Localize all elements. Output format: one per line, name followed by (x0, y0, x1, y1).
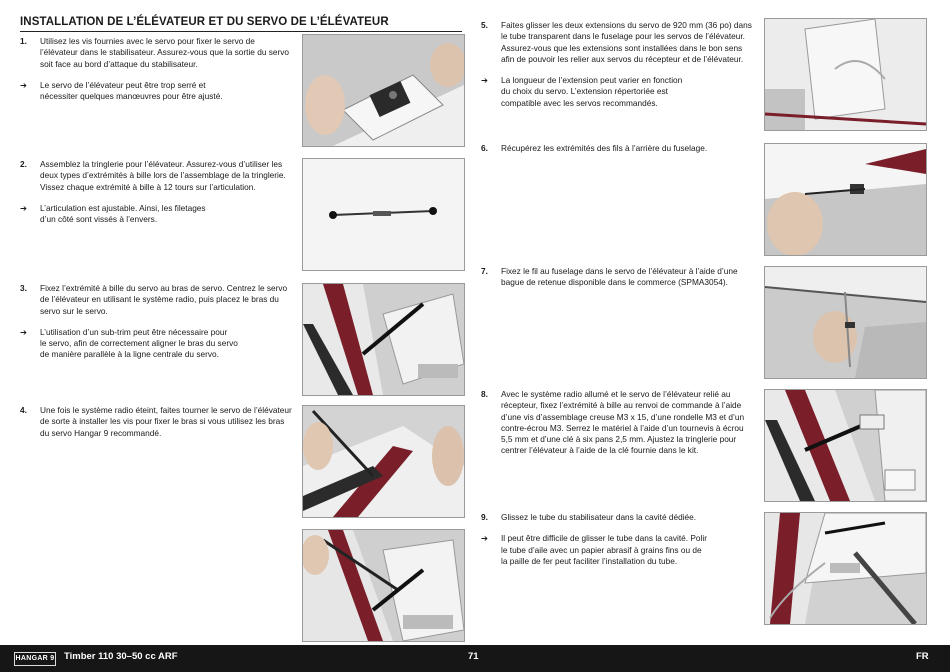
step-note: La longueur de l’extension peut varier en fonction (501, 75, 683, 86)
step-number: 3. (20, 283, 27, 293)
step-text: Récupérez les extrémités des fils à l’arrière du fuselage. (501, 143, 708, 153)
step-note: du choix du servo. L’extension répertoriée est (501, 86, 668, 97)
step-text: du servo Hangar 9 recommandé. (40, 427, 162, 438)
step-text: Fixez le fil au fuselage dans le servo de l’élévateur à l’aide d’une (501, 266, 738, 276)
step-number: 7. (481, 266, 488, 276)
photo-wire-ends (764, 143, 927, 256)
photo-screwdriver-arm (302, 405, 465, 518)
photo-stab-tube (764, 512, 927, 625)
photo-servo-arm (302, 283, 465, 396)
step-text: deux types d’extrémités à bille lors de l’assemblage de la tringlerie. (40, 170, 286, 181)
step-text: Assurez-vous que les extensions sont installées dans le bon sens (501, 42, 743, 53)
step-note: L’utilisation d’un sub-trim peut être nécessaire pour (40, 326, 228, 337)
step-text: Fixez l’extrémité à bille du servo au bras de servo. Centrez le servo (40, 283, 288, 293)
step-text: afin de pouvoir les relier aux servos du récepteur et de l’élévateur. (501, 53, 744, 64)
photo-retaining-clip (764, 266, 927, 379)
step-text: bague de retenue disponible dans le commerce (SPMA3054). (501, 277, 728, 288)
step-text: centrer l’élévateur à l’aide de la clé fournie dans le kit. (501, 445, 699, 456)
step-text: soit face au bord d’attaque du stabilisateur. (40, 58, 198, 69)
photo-control-horn (764, 389, 927, 502)
step-4 (20, 405, 300, 439)
page-number: 71 (468, 651, 479, 662)
page-footer (0, 645, 950, 672)
step-note: la paille de fer peut faciliter l’installation du tube. (501, 555, 678, 566)
step-text: contre-écrou M3. Serrez le matériel à l’aide d’un tournevis à écrou (501, 422, 744, 433)
arrow-icon: ➔ (20, 326, 27, 337)
step-note: de manière parallèle à la ligne centrale du servo. (40, 349, 219, 360)
step-text: le tube transparent dans le fuselage pour les servos de l’élévateur. (501, 31, 745, 42)
step-3 (20, 283, 300, 361)
step-note: le servo, afin de correctement aligner le bras du servo (40, 338, 238, 349)
step-text: récepteur, fixez l’extrémité à bille au renvoi de commande à l’aide (501, 400, 742, 411)
step-note: le tube d’aile avec un papier abrasif à grains fins ou de (501, 544, 702, 555)
step-number: 2. (20, 159, 27, 169)
step-note: Il peut être difficile de glisser le tube dans la cavité. Polir (501, 533, 707, 544)
step-note: Le servo de l’élévateur peut être trop serré et (40, 79, 206, 90)
step-text: Vissez chaque extrémité à bille à 12 tours sur l’articulation. (40, 181, 256, 192)
step-number: 4. (20, 405, 27, 415)
step-note: d’un côté sont vissés à l’envers. (40, 214, 158, 225)
step-text: Avec le système radio allumé et le servo de l’élévateur relié au (501, 389, 731, 399)
step-text: Glissez le tube du stabilisateur dans la cavité dédiée. (501, 512, 697, 522)
step-text: Utilisez les vis fournies avec le servo pour fixer le servo de (40, 36, 255, 46)
page-title: INSTALLATION DE L’ÉLÉVATEUR ET DU SERVO DE L’ÉLÉVATEUR (20, 16, 462, 32)
step-number: 9. (481, 512, 488, 522)
step-text: servo sur le servo. (40, 305, 108, 316)
step-text: de l’élévateur en utilisant le système radio, puis placez le bras du (40, 294, 279, 305)
arrow-icon: ➔ (20, 202, 27, 213)
photo-screwdriver-stab (302, 529, 465, 642)
step-number: 1. (20, 36, 27, 46)
step-7 (481, 266, 763, 289)
language-code: FR (916, 651, 929, 662)
step-text: de sorte à installer les vis pour fixer le bras si vous utilisez les bras (40, 416, 285, 427)
arrow-icon: ➔ (481, 533, 488, 544)
step-text: Faites glisser les deux extensions du servo de 920 mm (36 po) dans (501, 20, 752, 30)
step-note: compatible avec les servos recommandés. (501, 97, 658, 108)
step-note: nécessiter quelques manœuvres pour être ajusté. (40, 91, 223, 102)
step-6 (481, 143, 763, 154)
photo-fuselage-extensions (764, 18, 927, 131)
step-text: l’élévateur dans le stabilisateur. Assurez-vous que la sortie du servo (40, 47, 290, 58)
step-text: 5,5 mm et d’une clé à six pans 2,5 mm. Ajustez la tringlerie pour (501, 434, 737, 445)
photo-servo-installation (302, 34, 465, 147)
step-9 (481, 512, 763, 567)
step-note: L’articulation est ajustable. Ainsi, les filetages (40, 202, 206, 213)
step-8 (481, 389, 763, 457)
step-number: 6. (481, 143, 488, 153)
step-text: d’une vis d’assemblage creuse M3 x 15, d’une rondelle M3 et d’un (501, 411, 745, 422)
step-number: 8. (481, 389, 488, 399)
step-1 (20, 36, 300, 102)
arrow-icon: ➔ (481, 75, 488, 86)
step-text: Assemblez la tringlerie pour l’élévateur. Assurez-vous d’utiliser les (40, 159, 283, 169)
product-name: Timber 110 30–50 cc ARF (64, 651, 178, 662)
step-text: Une fois le système radio éteint, faites tourner le servo de l’élévateur (40, 405, 292, 415)
step-5 (481, 20, 763, 109)
arrow-icon: ➔ (20, 79, 27, 90)
step-number: 5. (481, 20, 488, 30)
photo-linkage (302, 158, 465, 271)
hangar9-logo: HANGAR 9 (14, 652, 56, 666)
step-2 (20, 159, 300, 225)
